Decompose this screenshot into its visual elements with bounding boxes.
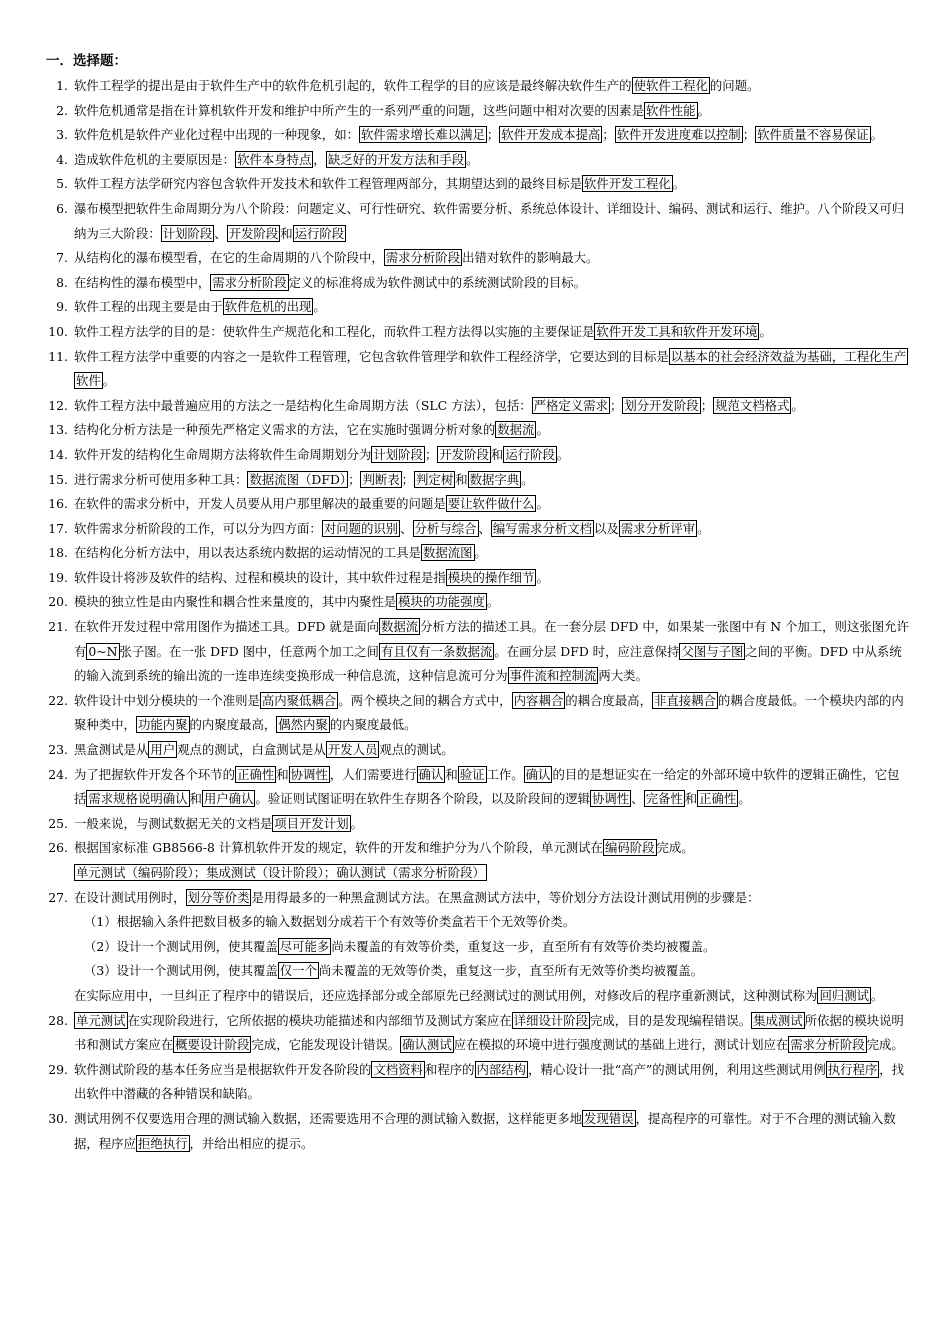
question-text: 结构化分析方法是一种预先严格定义需求的方法，它在实施时强调分析对象的 xyxy=(74,422,496,438)
question-number: 26. xyxy=(48,840,68,856)
question-number: 8. xyxy=(56,274,68,290)
question-text: 进行需求分析可使用多种工具： xyxy=(74,471,248,487)
answer-box: 需求分析阶段 xyxy=(212,274,287,290)
question-number: 23. xyxy=(48,742,68,758)
answer-box: 非直接耦合 xyxy=(653,692,716,708)
answer-box: 文档资料 xyxy=(373,1061,423,1077)
question-text: 。 xyxy=(466,151,479,167)
section-title: 一．选择题： xyxy=(46,53,127,69)
answer-box: 确认 xyxy=(418,766,444,782)
question-number: 24. xyxy=(48,766,68,782)
question-number: 11. xyxy=(48,348,68,364)
answer-box: 数据流 xyxy=(381,619,419,635)
question-text: 。 xyxy=(791,397,804,413)
question-text: 所依据的模块说明书和测试方案应在 xyxy=(74,1012,904,1053)
question-text: 之间的平衡。DFD 中从系统的输入流到系统的输出流的一连串连续变换形成一种信息流，这种信息流可分为 xyxy=(74,643,902,684)
answer-box: 开发阶段 xyxy=(228,225,279,241)
question-number: 1. xyxy=(56,78,68,93)
question-text: 。验证则试图证明在软件生存期各个阶段，以及阶段间的逻辑 xyxy=(255,791,591,807)
question-text: 在设计测试用例时， xyxy=(74,889,186,905)
question-text: 定义的标准将成为软件测试中的系统测试阶段的目标。 xyxy=(288,274,587,290)
question-text: 。 xyxy=(521,471,534,487)
sub-step xyxy=(40,935,910,960)
question-item xyxy=(40,468,910,493)
question-text: 的内聚度最高， xyxy=(189,717,277,733)
answer-box: 用户确认 xyxy=(203,791,254,807)
question-text: 张子图。在一张 DFD 图中，任意两个加工之间 xyxy=(119,643,379,659)
question-item xyxy=(40,345,910,394)
answer-box: 需求分析评审 xyxy=(620,520,696,536)
question-text: 在实际应用中，一旦纠正了程序中的错误后，还应选择部分或全部原先已经测试过的测试用例，对修改后的程序重新测试，这种测试称为 xyxy=(74,987,818,1003)
question-item xyxy=(40,418,910,443)
question-item xyxy=(40,197,910,246)
question-text: 。 xyxy=(474,545,487,561)
question-text: 和程序的 xyxy=(424,1061,475,1077)
question-text: 在软件的需求分析中，开发人员要从用户那里解决的最重要的问题是 xyxy=(74,496,446,512)
question-item xyxy=(40,99,910,124)
answer-box: 父图与子图 xyxy=(681,643,744,659)
question-number: 21. xyxy=(48,619,68,635)
answer-box: 0~N xyxy=(88,643,118,659)
question-number: 3. xyxy=(56,127,68,143)
question-text: 的耦合度最低。一个模块内部的内聚种类中， xyxy=(74,692,904,733)
question-text: 和 xyxy=(445,766,458,782)
question-text: 软件危机是软件产业化过程中出现的一种现象，如： xyxy=(74,127,359,143)
question-text: 黑盒测试是从 xyxy=(74,742,149,758)
question-item xyxy=(40,812,910,837)
answer-box: 拒绝执行 xyxy=(137,1135,188,1151)
question-text: 。在画分层 DFD 时，应注意保持 xyxy=(494,643,680,659)
answer-box: 软件开发成本提高 xyxy=(501,127,601,143)
question-text: 分析方法的描述工具。在一套分层 DFD 中，如果某一张图中有 N 个加工，则这张图允许有 xyxy=(74,619,909,659)
question-text: 软件工程方法学中重要的内容之一是软件工程管理，它包含软件管理学和软件工程经济学，它要达到的目标是 xyxy=(74,348,669,364)
question-text: （1）根据输入条件把数目极多的输入数据划分成若干个有效等价类盒若干个无效等价类。 xyxy=(84,914,576,930)
question-number: 5. xyxy=(56,176,68,192)
question-item xyxy=(40,1107,910,1156)
answer-box: 单元测试 xyxy=(76,1012,126,1028)
answer-box: 有且仅有一条数据流 xyxy=(380,643,493,659)
question-text: 尚未覆盖的有效等价类，重复这一步，直至所有有效等价类均被覆盖。 xyxy=(331,938,716,954)
question-text: ，并给出相应的提示。 xyxy=(189,1135,314,1151)
question-text: （2）设计一个测试用例，使其覆盖 xyxy=(84,938,278,954)
question-text: 和 xyxy=(280,225,293,241)
question-text: 和 xyxy=(455,471,468,487)
question-text: 。 xyxy=(556,446,570,462)
question-item xyxy=(40,566,910,591)
answer-box: 划分开发阶段 xyxy=(624,397,699,413)
answer-box: 模块的功能强度 xyxy=(398,594,485,610)
question-item xyxy=(40,590,910,615)
question-text: 测试用例不仅要选用合理的测试输入数据，还需要选用不合理的测试输入数据，这样能更多地 xyxy=(74,1110,583,1126)
answer-box: 确认 xyxy=(525,766,551,782)
answer-box: 需求分析阶段 xyxy=(790,1037,865,1053)
answer-box: 运行阶段 xyxy=(505,446,555,462)
answer-box: 严格定义需求 xyxy=(533,397,608,413)
question-text: ； xyxy=(486,127,500,143)
question-text: ，找出软件中潜藏的各种错误和缺陷。 xyxy=(74,1061,905,1102)
question-number: 9. xyxy=(56,299,68,315)
question-item xyxy=(40,738,910,763)
question-text: 软件开发的结构化生命周期方法将软件生命周期划分为 xyxy=(74,446,372,462)
question-number: 16. xyxy=(48,496,68,512)
question-item xyxy=(40,320,910,345)
question-text: 尚未覆盖的无效等价类，重复这一步，直至所有无效等价类均被覆盖。 xyxy=(318,963,704,979)
answer-box: 软件本身特点 xyxy=(237,151,312,167)
question-text: 。 xyxy=(102,373,116,389)
answer-box: 数据流图 xyxy=(422,545,473,561)
question-number: 27. xyxy=(48,889,68,905)
question-text: 瀑布模型把软件生命周期分为八个阶段：问题定义、可行性研究、软件需要分析、系统总体设计、详细设计、编码、测试和运行、维护。八个阶段又可归纳为三大阶段： xyxy=(74,200,905,241)
question-text: 软件设计将涉及软件的结构、过程和模块的设计，其中软件过程是指 xyxy=(74,569,446,585)
question-text: ； xyxy=(401,471,415,487)
question-text: 软件设计中划分模块的一个准则是 xyxy=(74,692,260,708)
question-text: ，人们需要进行 xyxy=(329,766,417,782)
question-number: 17. xyxy=(48,520,68,536)
question-text: 。 xyxy=(697,520,710,536)
question-text: 软件危机通常是指在计算机软件开发和维护中所产生的一系列严重的问题，这些问题中相对次要的因素是 xyxy=(74,102,644,118)
answer-box: 计划阶段 xyxy=(162,225,213,241)
answer-box: 验证 xyxy=(459,766,485,782)
question-number: 22. xyxy=(48,692,68,708)
question-text: ，提高程序的可靠性。对于不合理的测试输入数据，程序应 xyxy=(74,1110,896,1151)
answer-box: 回归测试 xyxy=(819,987,869,1003)
answer-box: 软件开发工具和软件开发环境 xyxy=(596,323,758,339)
question-text: 的问题。 xyxy=(709,78,760,93)
answer-box: 仅一个 xyxy=(279,963,317,979)
question-text: 的目的是想证实在一给定的外部环境中软件的逻辑正确性，它包括 xyxy=(74,766,900,807)
answer-box: 高内聚低耦合 xyxy=(261,692,337,708)
question-text: 两大类。 xyxy=(598,668,648,684)
question-list xyxy=(40,74,910,1156)
answer-box: 详细设计阶段 xyxy=(513,1012,589,1028)
answer-box: 软件开发工程化 xyxy=(584,176,671,192)
answer-box: 缺乏好的开发方法和手段 xyxy=(327,151,465,167)
question-text: 观点的测试，白盒测试是从 xyxy=(177,742,326,758)
question-number: 6. xyxy=(56,200,68,216)
question-item xyxy=(40,689,910,738)
answer-box: 集成测试 xyxy=(753,1012,803,1028)
question-text: 在结构化分析方法中，用以表达系统内数据的运动情况的工具是 xyxy=(74,545,421,561)
question-text: 和 xyxy=(490,446,504,462)
question-text: 在实现阶段进行，它所依据的模块功能描述和内部细节及测试方案应在 xyxy=(127,1012,512,1028)
answer-box: 尽可能多 xyxy=(279,938,330,954)
question-text: 。 xyxy=(313,299,326,315)
question-text: 。 xyxy=(350,815,363,831)
answer-box: 运行阶段 xyxy=(294,225,345,241)
answer-box: 概要设计阶段 xyxy=(175,1037,250,1053)
answer-box: 判定树 xyxy=(416,471,454,487)
question-text: ； xyxy=(602,127,615,143)
question-text: 软件工程方法学研究内容包含软件开发技术和软件工程管理两部分，其期望达到的最终目标是 xyxy=(74,176,583,192)
answer-box: 对问题的识别 xyxy=(323,520,399,536)
question-number: 13. xyxy=(48,422,68,438)
answer-box: 软件质量不容易保证 xyxy=(757,127,869,143)
question-text: 是用得最多的一种黑盒测试方法。在黑盒测试方法中，等价划分方法设计测试用例的步骤是： xyxy=(251,889,760,905)
question-text: 、 xyxy=(478,520,491,536)
answer-box: 要让软件做什么 xyxy=(447,496,535,512)
question-item xyxy=(40,763,910,812)
question-number: 12. xyxy=(48,397,68,413)
question-number: 2. xyxy=(56,102,68,118)
answer-box: 分析与综合 xyxy=(414,520,477,536)
answer-box: 划分等价类 xyxy=(187,889,250,905)
answer-box: 协调性 xyxy=(592,791,630,807)
question-text: 软件工程方法学的目的是：使软件生产规范化和工程化，而软件工程方法得以实施的主要保证是 xyxy=(74,323,595,339)
question-item xyxy=(40,271,910,296)
answer-box: 模块的操作细节 xyxy=(447,569,535,585)
question-text: 和 xyxy=(684,791,698,807)
question-text: 。 xyxy=(870,127,883,143)
question-text: 的耦合度最高， xyxy=(565,692,652,708)
question-text: ； xyxy=(742,127,756,143)
answer-box: 确认测试 xyxy=(402,1037,452,1053)
question-text: 和 xyxy=(276,766,289,782)
question-number: 30. xyxy=(48,1110,68,1126)
question-text: 。 xyxy=(759,323,772,339)
answer-box: 数据流图（DFD） xyxy=(249,471,347,487)
answer-box: 编写需求分析文档 xyxy=(492,520,593,536)
answer-box: 需求规格说明确认 xyxy=(88,791,188,807)
answer-box: 事件流和控制流 xyxy=(509,668,597,684)
question-number: 14. xyxy=(48,446,68,462)
question-item xyxy=(40,148,910,173)
question-text: 应在模拟的环境中进行强度测试的基础上进行，测试计划应在 xyxy=(453,1037,789,1053)
question-text: 根据国家标准 GB8566-8 计算机软件开发的规定，软件的开发和维护分为八个阶段，单元测试在 xyxy=(74,840,603,856)
question-number: 19. xyxy=(48,569,68,585)
question-text: 。 xyxy=(697,102,710,118)
answer-box: 软件危机的出现 xyxy=(224,299,312,315)
answer-box: 完备性 xyxy=(645,791,683,807)
question-text: （3）设计一个测试用例，使其覆盖 xyxy=(84,963,278,979)
answer-box: 软件性能 xyxy=(645,102,696,118)
question-text: 。 xyxy=(672,176,686,192)
question-number: 15. xyxy=(48,471,68,487)
question-number: 7. xyxy=(56,250,68,266)
question-text: 出错对软件的影响最大。 xyxy=(462,250,599,266)
question-text: 模块的独立性是由内聚性和耦合性来量度的，其中内聚性是 xyxy=(74,594,397,610)
answer-box: 开发人员 xyxy=(327,742,378,758)
question-text: 。 xyxy=(871,987,884,1003)
question-text: 完成。 xyxy=(656,840,694,856)
question-text: 。 xyxy=(738,791,751,807)
question-number: 10. xyxy=(48,323,68,339)
answer-box: 数据流 xyxy=(497,422,535,438)
answer-box: 内容耦合 xyxy=(513,692,564,708)
question-number: 20. xyxy=(48,594,68,610)
question-number: 28. xyxy=(48,1012,68,1028)
question-text: 软件测试阶段的基本任务应当是根据软件开发各阶段的 xyxy=(74,1061,372,1077)
answer-box: 正确性 xyxy=(237,766,275,782)
question-item xyxy=(40,443,910,468)
question-item xyxy=(40,492,910,517)
answer-box: 计划阶段 xyxy=(373,446,423,462)
answer-box: 开发阶段 xyxy=(439,446,489,462)
answer-box: 软件需求增长难以满足 xyxy=(360,127,485,143)
question-text: ； xyxy=(609,397,623,413)
answer-box: 用户 xyxy=(150,742,176,758)
question-item xyxy=(40,886,910,911)
question-text: 。 xyxy=(536,569,549,585)
answer-box: 需求分析阶段 xyxy=(385,250,461,266)
question-text: 。 xyxy=(486,594,500,610)
question-text: ； xyxy=(424,446,438,462)
question-item xyxy=(40,295,910,320)
question-text: 软件需求分析阶段的工作，可以分为四方面： xyxy=(74,520,322,536)
question-text: ， xyxy=(313,151,326,167)
question-text: ； xyxy=(700,397,714,413)
question-text: 在结构性的瀑布模型中， xyxy=(74,274,211,290)
answer-box: 正确性 xyxy=(699,791,737,807)
answer-box: 使软件工程化 xyxy=(633,78,708,93)
question-text: 为了把握软件开发各个环节的 xyxy=(74,766,236,782)
question-item xyxy=(40,615,910,689)
question-text: 以及 xyxy=(594,520,619,536)
answer-box: 规范文档格式 xyxy=(715,397,790,413)
question-item xyxy=(40,246,910,271)
question-number: 4. xyxy=(56,151,68,167)
question-item xyxy=(40,1009,910,1058)
question-item xyxy=(40,836,910,861)
answer-box: 以基本的社会经济效益为基础，工程化生产软件 xyxy=(76,348,907,389)
question-item xyxy=(40,517,910,542)
question-text: 、 xyxy=(214,225,227,241)
question-item xyxy=(40,1058,910,1107)
question-text: 、 xyxy=(400,520,413,536)
question-text: 的内聚度最低。 xyxy=(329,717,417,733)
answer-note xyxy=(40,861,910,886)
answer-box: 发现错误 xyxy=(584,1110,634,1126)
answer-box: 偶然内聚 xyxy=(278,717,328,733)
question-text: 完成，它能发现设计错误。 xyxy=(251,1037,401,1053)
question-text: 完成。 xyxy=(866,1037,904,1053)
question-text: 观点的测试。 xyxy=(379,742,454,758)
question-text: 工作。 xyxy=(486,766,524,782)
question-text: 在软件开发过程中常用图作为描述工具。DFD 就是面向 xyxy=(74,619,379,635)
question-text: ； xyxy=(348,471,361,487)
answer-box: 协调性 xyxy=(290,766,328,782)
answer-box: 软件开发进度难以控制 xyxy=(616,127,741,143)
question-text: ，精心设计一批“高产”的测试用例，利用这些测试用例 xyxy=(528,1061,826,1077)
question-continuation xyxy=(40,984,910,1009)
answer-box: 执行程序 xyxy=(827,1061,878,1077)
sub-step xyxy=(40,910,910,935)
answer-box: 项目开发计划 xyxy=(274,815,349,831)
question-item xyxy=(40,541,910,566)
question-text: 造成软件危机的主要原因是： xyxy=(74,151,236,167)
question-text: 软件工程学的提出是由于软件生产中的软件危机引起的，软件工程学的目的应该是最终解决软件生产的 xyxy=(74,78,632,93)
question-item xyxy=(40,172,910,197)
question-number: 25. xyxy=(48,815,68,831)
question-text: 。两个模块之间的耦合方式中， xyxy=(338,692,512,708)
answer-box: 编码阶段 xyxy=(604,840,655,856)
question-text: 从结构化的瀑布模型看，在它的生命周期的八个阶段中， xyxy=(74,250,384,266)
question-item xyxy=(40,74,910,99)
question-text: 一般来说，与测试数据无关的文档是 xyxy=(74,815,273,831)
question-number: 29. xyxy=(48,1061,68,1077)
question-text: 软件工程的出现主要是由于 xyxy=(74,299,223,315)
question-text: 。 xyxy=(536,496,549,512)
question-text: 和 xyxy=(189,791,202,807)
question-number: 18. xyxy=(48,545,68,561)
answer-box: 单元测试（编码阶段）；集成测试（设计阶段）；确认测试（需求分析阶段） xyxy=(76,865,485,880)
question-text: 完成，目的是发现编程错误。 xyxy=(590,1012,752,1028)
question-text: 、 xyxy=(631,791,644,807)
answer-box: 数据字典 xyxy=(469,471,520,487)
question-text: 。 xyxy=(536,422,549,438)
sub-step xyxy=(40,959,910,984)
answer-box: 判断表 xyxy=(362,471,400,487)
answer-box: 功能内聚 xyxy=(137,717,188,733)
answer-box: 内部结构 xyxy=(476,1061,527,1077)
question-item xyxy=(40,394,910,419)
question-item xyxy=(40,123,910,148)
question-text: 软件工程方法中最普遍应用的方法之一是结构化生命周期方法（SLC 方法），包括： xyxy=(74,397,532,413)
